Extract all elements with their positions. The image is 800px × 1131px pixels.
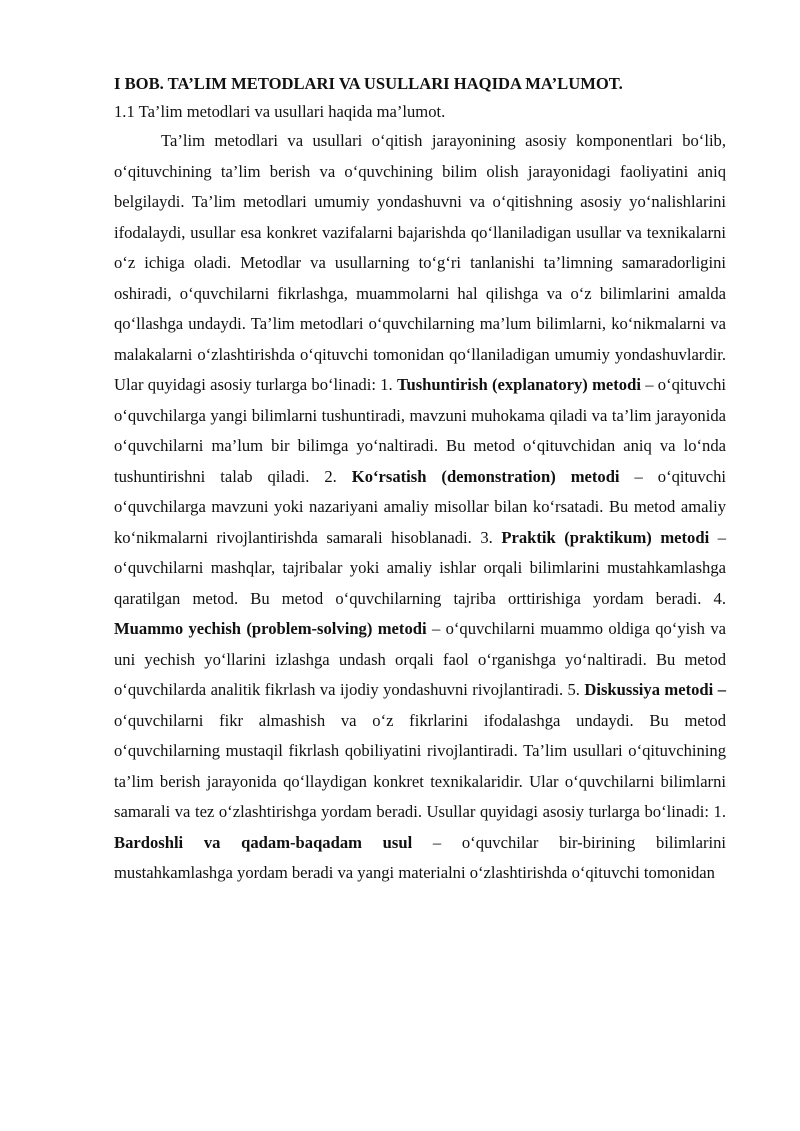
body-paragraph (114, 126, 726, 889)
document-page (114, 72, 726, 889)
term-demonstration-method: Ko‘rsatish (demonstration) metodi (351, 466, 620, 486)
term-explanatory-method: Tushuntirish (explanatory) metodi (396, 375, 641, 394)
chapter-heading: I BOB. TA’LIM METODLARI VA USULLARI HAQIDA MA’LUMOT. (114, 74, 623, 93)
section-subheading: 1.1 Ta’lim metodlari va usullari haqida ma’lumot. (114, 102, 446, 121)
text-run: – o‘qituvchi o‘quvchilarga yangi bilimlarni tushuntiradi, mavzuni muhokama qiladi va ta’lim jarayonida o‘quvchilarni ma’lum bir bilimga yo‘naltiradi. Bu metod o‘qituvchidan aniq va lo‘nda tushuntirishni talab qiladi. 2. (114, 375, 726, 486)
text-run: – o‘qituvchi o‘quvchilarga mavzuni yoki nazariyani amaliy misollar bilan ko‘rsatadi. Bu metod amaliy ko‘nikmalarni rivojlantirishda samarali hisoblanadi. 3. (114, 466, 726, 547)
text-run: o‘quvchilarni fikr almashish va o‘z fikrlarini ifodalashga undaydi. Bu metod o‘quvchilarning mustaqil fikrlash qobiliyatini rivojlantiradi. Ta’lim usullari o‘qituvchining ta’lim berish jarayonida qo‘llaydigan konkret texnikalaridir. Ular o‘quvchilarni bilimlarni samarali va tez o‘zlashtirishga yordam beradi. Usullar quyidagi asosiy turlarga bo‘linadi: 1. (114, 710, 726, 821)
text-run: – o‘quvchilarni mashqlar, tajribalar yoki amaliy ishlar orqali bilimlarini mustahkamlashga qaratilgan metod. Bu metod o‘quvchilarning tajriba orttirishiga yordam beradi. 4. (114, 527, 727, 608)
text-run: – o‘quvchilarni muammo oldiga qo‘yish va uni yechish yo‘llarini izlashga undash orqali faol o‘rganishga yo‘naltiradi. Bu metod o‘quvchilarda analitik fikrlash va ijodiy yondashuvni rivojlantiradi. 5. (114, 619, 726, 699)
text-run: Ta’lim metodlari va usullari o‘qitish jarayonining asosiy komponentlari bo‘lib, o‘qituvchining ta’lim berish va o‘quvchining bilim olish jarayonidagi faoliyatini aniq belgilaydi. Ta’lim metodlari umumiy yondashuvni va o‘qitishning asosiy yo‘nalishlarini ifodalaydi, usullar esa konkret vazifalarni bajarishda qo‘llaniladigan usullar va texnikalarni o‘z ichiga oladi. Metodlar va usullarning to‘g‘ri tanlanishi ta’limning samaradorligini oshiradi, o‘quvchilarni fikrlashga, muammolarni hal qilishga va o‘z bilimlarini amalda qo‘llashga undaydi. Ta’lim metodlari o‘quvchilarning ma’lum bilimlarni, ko‘nikmalarni va malakalarni o‘zlashtirishda o‘qituvchi tomonidan qo‘llaniladigan umumiy yondashuvlardir. Ular quyidagi asosiy turlarga bo‘linadi: 1. (114, 131, 726, 394)
term-stepwise-method: Bardoshli va qadam-baqadam usul (114, 832, 413, 852)
term-practical-method: Praktik (praktikum) metodi (501, 527, 710, 547)
text-run: – o‘quvchilar bir-birining bilimlarini mustahkamlashga yordam beradi va yangi materialni o‘zlashtirishda o‘qituvchi tomonidan (114, 832, 726, 882)
term-problem-solving-method: Muammo yechish (problem-solving) metodi (114, 619, 427, 638)
term-discussion-method: Diskussiya metodi – (584, 680, 726, 699)
